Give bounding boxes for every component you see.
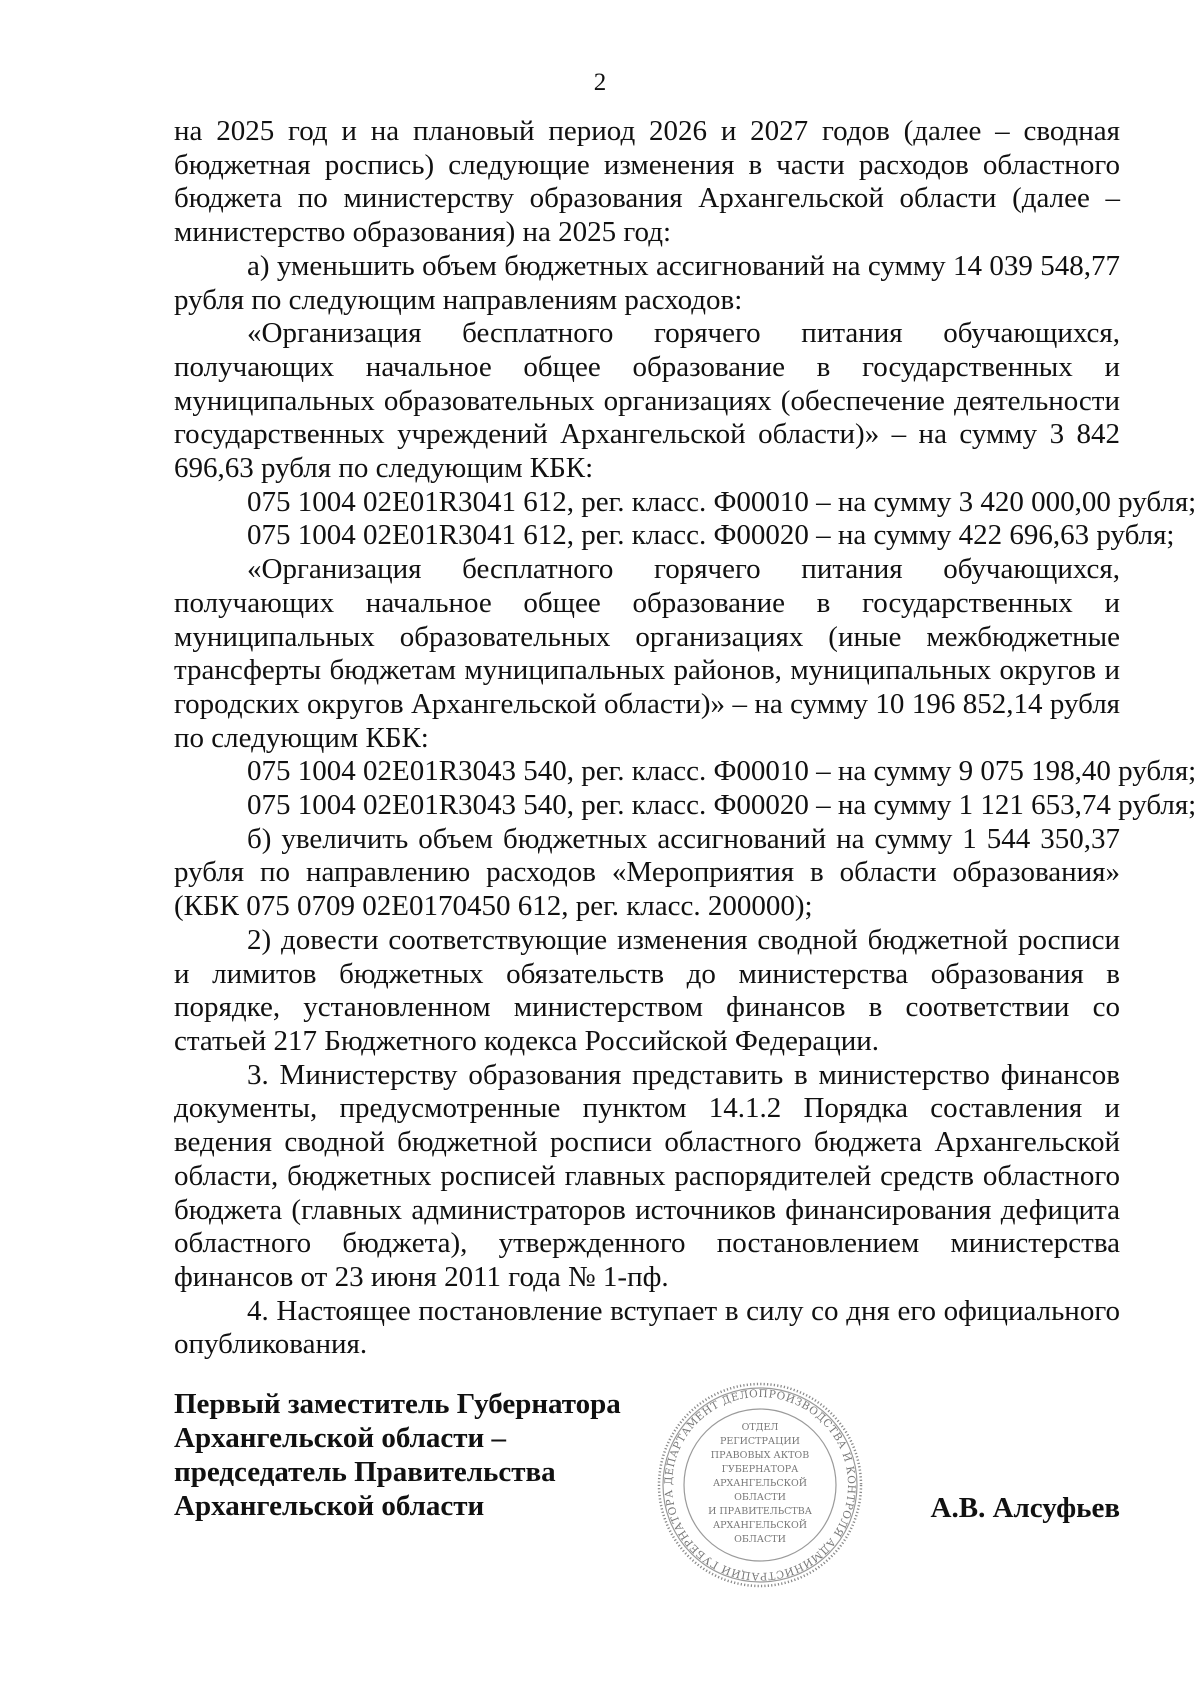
kbk-line-3: 075 1004 02Е01R3043 540, рег. класс. Ф00010 – на сумму 9 075 198,40 рубля; bbox=[247, 755, 1197, 788]
stamp-line: ОБЛАСТИ bbox=[734, 1534, 786, 1545]
stamp-line: ОТДЕЛ bbox=[741, 1422, 779, 1433]
stamp-line: ПРАВОВЫХ АКТОВ bbox=[710, 1450, 810, 1461]
kbk-line-1: 075 1004 02Е01R3041 612, рег. класс. Ф00010 – на сумму 3 420 000,00 рубля; bbox=[247, 485, 1197, 518]
official-stamp bbox=[655, 1380, 865, 1590]
signature-position bbox=[174, 1387, 621, 1523]
paragraph-intro: на 2025 год и на плановый период 2026 и 2027 годов (далее – сводная бюджетная роспись) следующие изменения в части расходов областного бюджета по министерству образования Архангельской области (далее – министерство образования) на 2025 год: bbox=[174, 115, 1120, 249]
document-body bbox=[174, 115, 1197, 1362]
kbk-line-2: 075 1004 02Е01R3041 612, рег. класс. Ф00020 – на сумму 422 696,63 рубля; bbox=[247, 519, 1175, 552]
stamp-line: ОБЛАСТИ bbox=[734, 1492, 786, 1503]
paragraph-decrease: а) уменьшить объем бюджетных ассигнований на сумму 14 039 548,77 рубля по следующим направлениям расходов: bbox=[174, 249, 1120, 316]
signature-position-line: Архангельской области – bbox=[174, 1422, 506, 1454]
stamp-outer-text: ДЕПАРТАМЕНТ ДЕЛОПРОИЗВОДСТВА И КОНТРОЛЯ АДМИНИСТРАЦИИ ГУБЕРНАТОРА bbox=[662, 1387, 858, 1583]
signature-position-line: Архангельской области bbox=[174, 1490, 485, 1522]
paragraph-increase: б) увеличить объем бюджетных ассигнований на сумму 1 544 350,37 рубля по направлению расходов «Мероприятия в области образования» (КБК 075 0709 02Е0170450 612, рег. класс. 200000); bbox=[174, 822, 1120, 923]
signer-name: А.В. Алсуфьев bbox=[930, 1492, 1120, 1524]
paragraph-expense-1: «Организация бесплатного горячего питания обучающихся, получающих начальное общее образование в государственных и муниципальных образовательных организациях (обеспечение деятельности государственных учреждений Архангельской области)» – на сумму 3 842 696,63 рубля по следующим КБК: bbox=[174, 317, 1120, 485]
paragraph-item-4: 4. Настоящее постановление вступает в силу со дня его официального опубликования. bbox=[174, 1294, 1120, 1361]
stamp-line: ГУБЕРНАТОРА bbox=[721, 1464, 799, 1475]
kbk-line-4: 075 1004 02Е01R3043 540, рег. класс. Ф00020 – на сумму 1 121 653,74 рубля; bbox=[247, 789, 1197, 822]
stamp-line: АРХАНГЕЛЬСКОЙ bbox=[712, 1520, 808, 1531]
paragraph-item-2: 2) довести соответствующие изменения сводной бюджетной росписи и лимитов бюджетных обязательств до министерства образования в порядке, установленном министерством финансов в соответствии со статьей 217 Бюджетного кодекса Российской Федерации. bbox=[174, 923, 1120, 1057]
page-number: 2 bbox=[593, 69, 607, 96]
signature-position-line: Первый заместитель Губернатора bbox=[174, 1388, 621, 1420]
stamp-line: АРХАНГЕЛЬСКОЙ bbox=[712, 1478, 808, 1489]
stamp-line: РЕГИСТРАЦИИ bbox=[720, 1436, 800, 1447]
stamp-line: И ПРАВИТЕЛЬСТВА bbox=[708, 1506, 812, 1517]
paragraph-expense-2: «Организация бесплатного горячего питания обучающихся, получающих начальное общее образование в государственных и муниципальных образовательных организациях (иные межбюджетные трансферты бюджетам муниципальных районов, муниципальных округов и городских округов Архангельской области)» – на сумму 10 196 852,14 рубля по следующим КБК: bbox=[174, 553, 1120, 754]
signature-position-line: председатель Правительства bbox=[174, 1456, 556, 1488]
paragraph-item-3: 3. Министерству образования представить в министерство финансов документы, предусмотренные пунктом 14.1.2 Порядка составления и ведения сводной бюджетной росписи областного бюджета Архангельской области, бюджетных росписей главных распорядителей средств областного бюджета (главных администраторов источников финансирования дефицита областного бюджета), утвержденного постановлением министерства финансов от 23 июня 2011 года № 1-пф. bbox=[174, 1058, 1120, 1293]
